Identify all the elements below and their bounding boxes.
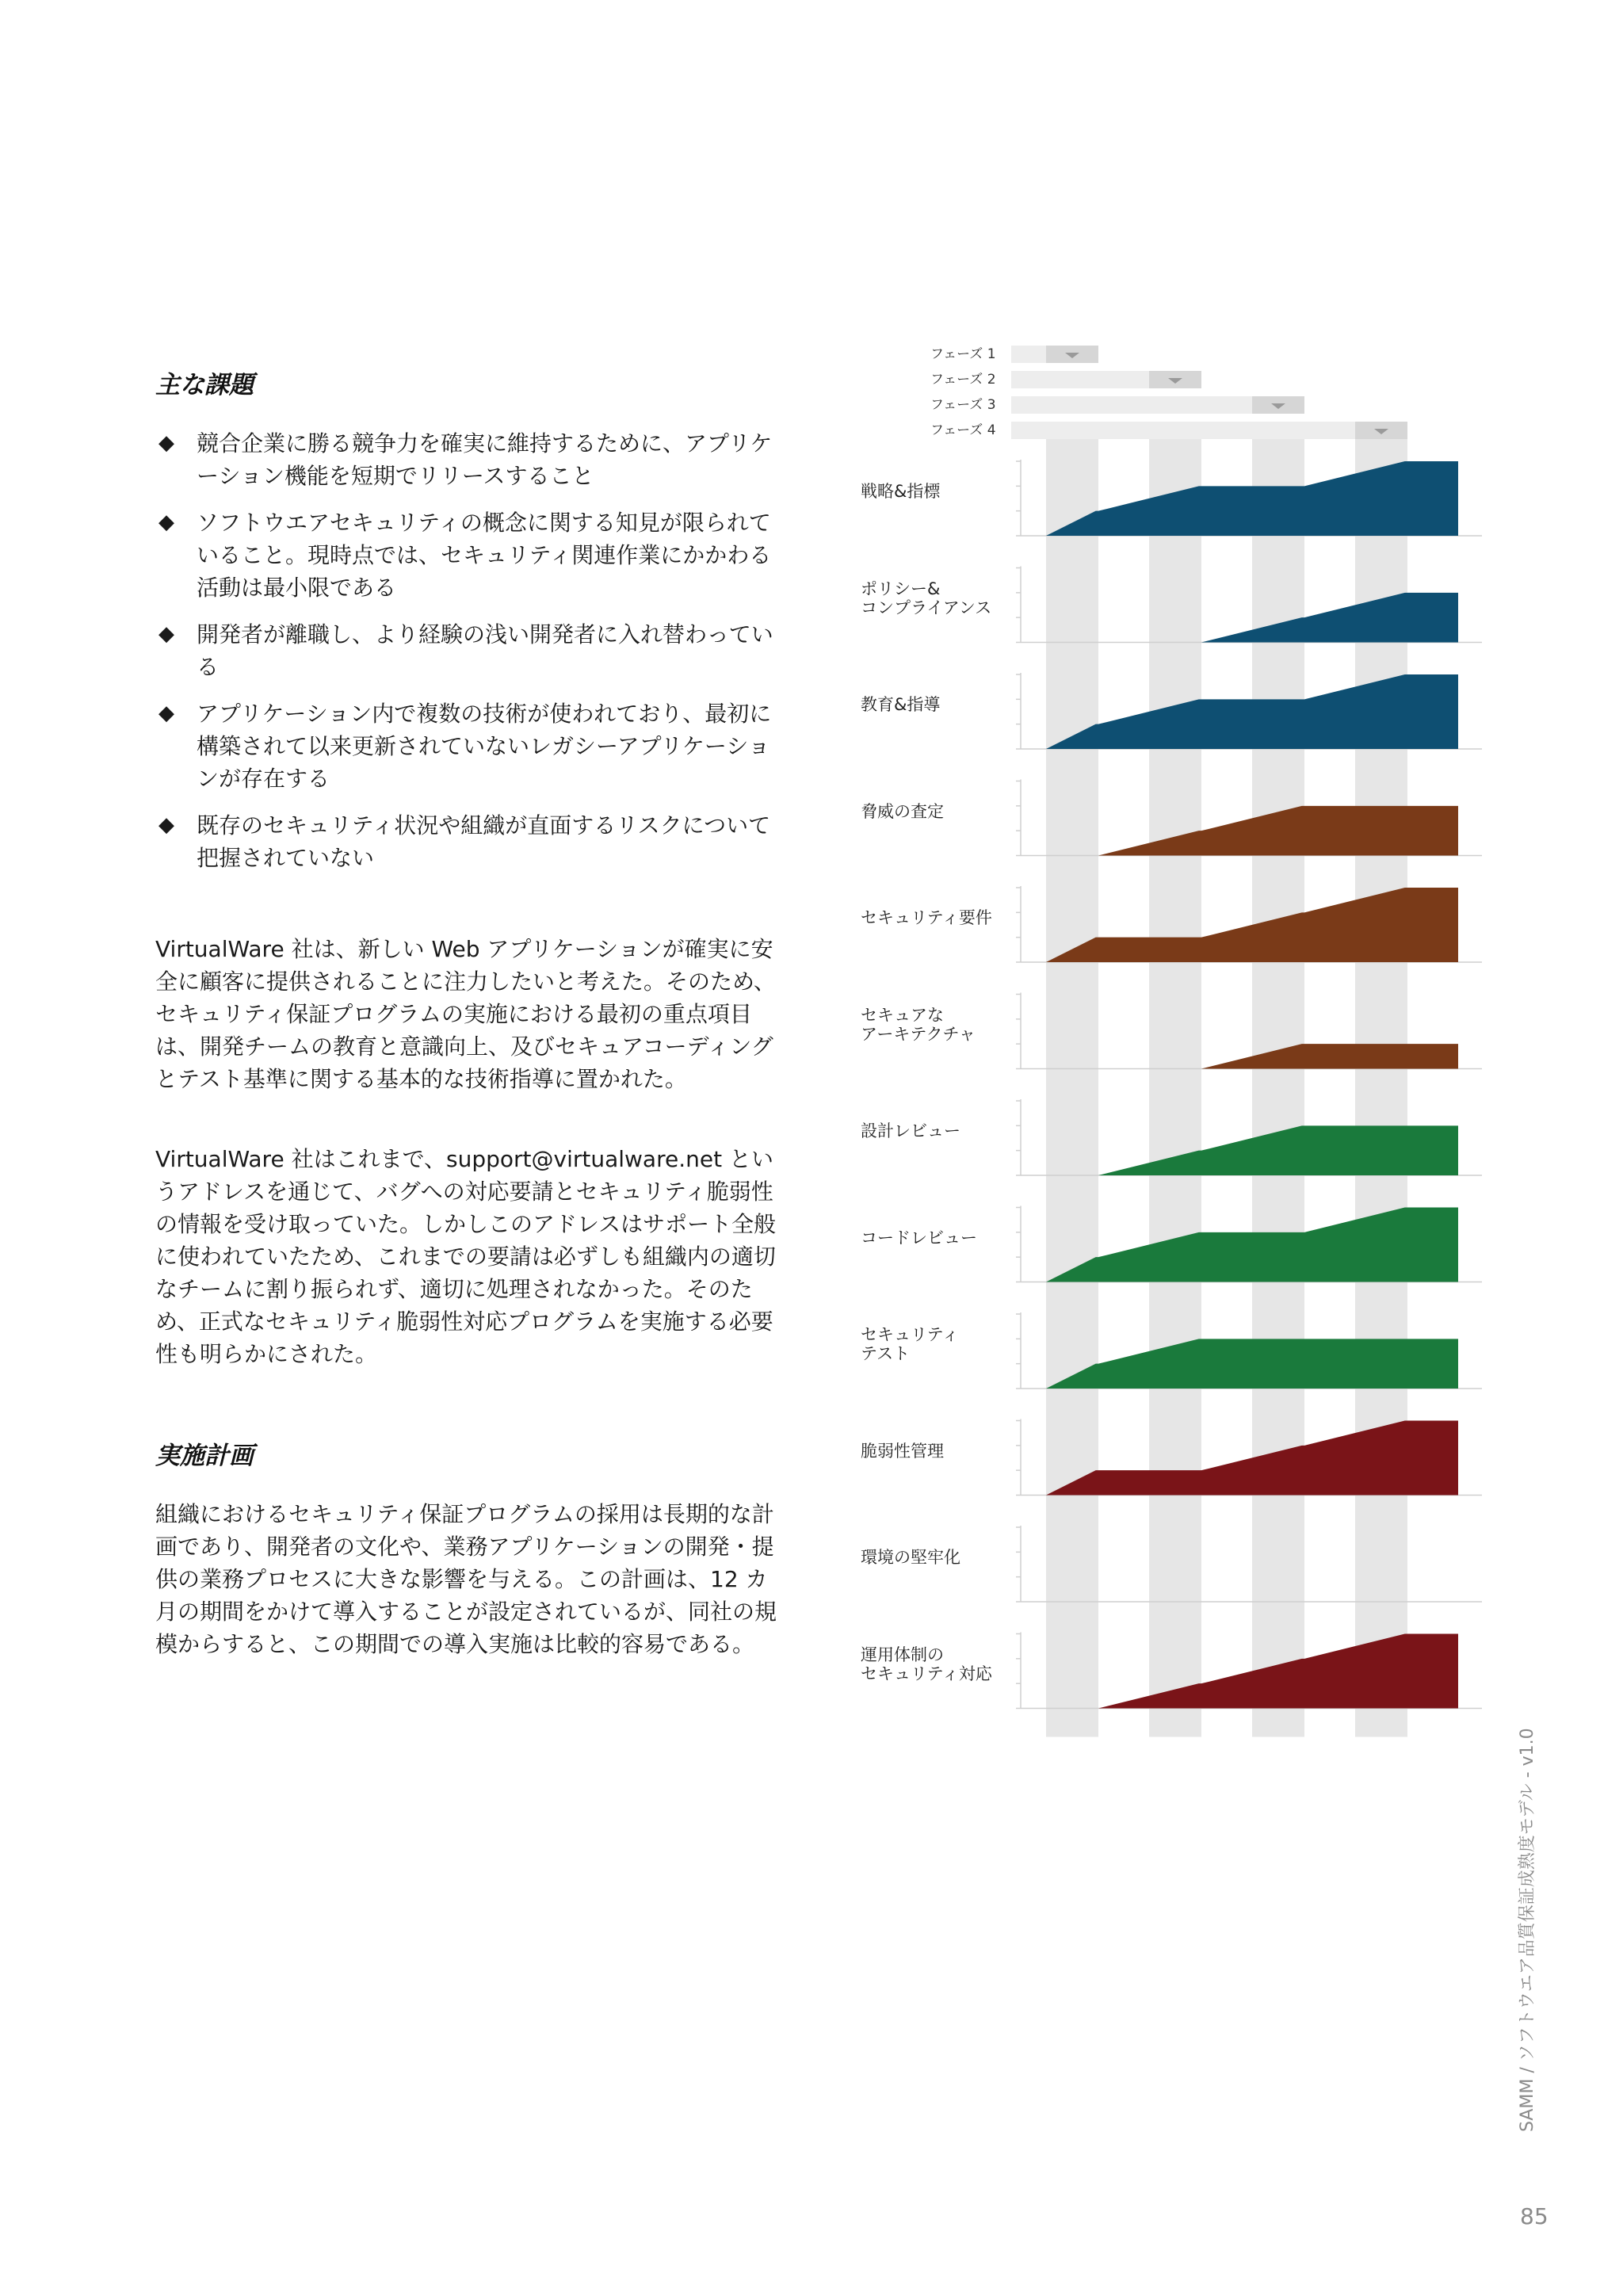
page-number: 85 — [1520, 2203, 1549, 2229]
diamond-bullet-icon: ◆ — [158, 813, 174, 837]
list-item: ◆ アプリケーション内で複数の技術が使われており、最初に構築されて以来更新されていないレガシーアプリケーションが存在する — [155, 697, 789, 795]
practice-label: セキュリティ要件 — [861, 908, 992, 927]
diamond-bullet-icon: ◆ — [158, 622, 174, 646]
paragraph-plan: 組織におけるセキュリティ保証プログラムの採用は長期的な計画であり、開発者の文化や、業務アプリケーションの開発・提供の業務プロセスに大きな影響を与える。この計画は、12 カ月の期間をかけて導入することが設定されているが、同社の規模からすると、この期間での導入実施は比較的容易である。 — [155, 1501, 777, 1657]
diamond-bullet-icon: ◆ — [158, 510, 174, 534]
phase-label: フェーズ 1 — [930, 346, 996, 362]
diamond-bullet-icon: ◆ — [158, 701, 174, 725]
list-item: ◆ 既存のセキュリティ状況や組織が直面するリスクについて把握されていない — [155, 809, 789, 874]
paragraph-vuln-response: VirtualWare 社はこれまで、support@virtualware.net というアドレスを通じて、バグへの対応要請とセキュリティ脆弱性の情報を受け取っていた。しかしこのアドレスはサポート全般に使われていたため、これまでの要請は必ずしも組織内の適切なチームに割り振られず、適切に処理されなかった。そのため、正式なセキュリティ脆弱性対応プログラムを実施する必要性も明らかにされた。 — [155, 1146, 777, 1367]
left-column — [155, 365, 789, 1660]
practice-label: 環境の堅牢化 — [861, 1548, 960, 1567]
list-item: ◆ ソフトウエアセキュリティの概念に関する知見が限られていること。現時点では、セキュリティ関連作業にかかわる活動は最小限である — [155, 506, 789, 604]
practice-label: 戦略&指標 — [861, 482, 941, 501]
heading-challenges: 主な課題 — [155, 371, 254, 399]
phase-label: フェーズ 4 — [930, 422, 996, 438]
maturity-roadmap-chart — [848, 346, 1498, 1756]
phase-label: フェーズ 3 — [930, 397, 996, 413]
phase-label: フェーズ 2 — [930, 372, 996, 388]
paragraph-focus: VirtualWare 社は、新しい Web アプリケーションが確実に安全に顧客に提供されることに注力したいと考えた。そのため、セキュリティ保証プログラムの実施における最初の重点項目は、開発チームの教育と意識向上、及びセキュアコーディングとテスト基準に関する基本的な技術指導に置かれた。 — [155, 936, 776, 1092]
practice-label: ポリシー& コンプライアンス — [861, 579, 992, 617]
practice-label: 運用体制の セキュリティ対応 — [861, 1645, 992, 1683]
phase-header-bar — [1011, 422, 1407, 439]
phase-band-2 — [1149, 434, 1201, 1737]
practice-label: 設計レビュー — [861, 1121, 960, 1140]
maturity-area — [1046, 1339, 1458, 1389]
practice-label: 脆弱性管理 — [861, 1441, 944, 1461]
diamond-bullet-icon: ◆ — [158, 431, 174, 455]
practice-label: 教育&指導 — [861, 695, 941, 714]
roadmap-svg — [848, 346, 1498, 1756]
practice-label: セキュリティ テスト — [861, 1325, 959, 1363]
heading-plan: 実施計画 — [155, 1442, 254, 1470]
list-item: ◆ 競合企業に勝る競争力を確実に維持するために、アプリケーション機能を短期でリリースすること — [155, 427, 789, 492]
practice-label: コードレビュー — [861, 1228, 977, 1247]
document-side-title: SAMM / ソフトウエア品質保証成熟度モデル - v1.0 — [1518, 1728, 1537, 2132]
challenge-list — [155, 427, 789, 874]
practice-label: セキュアな アーキテクチャ — [861, 1005, 976, 1044]
practice-label: 脅威の査定 — [861, 801, 944, 821]
phase-band-1 — [1046, 434, 1098, 1737]
list-item: ◆ 開発者が離職し、より経験の浅い開発者に入れ替わっている — [155, 618, 789, 683]
